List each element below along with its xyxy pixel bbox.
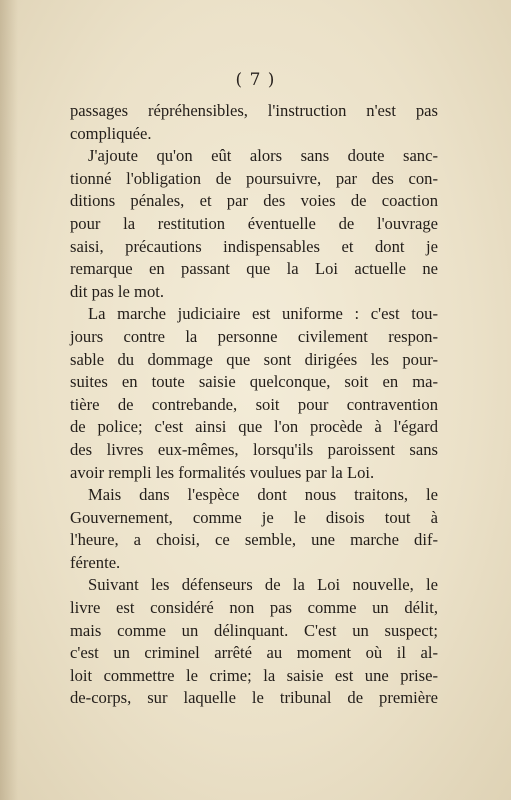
text-line: loit commettre le crime; la saisie est une prise- — [70, 665, 438, 685]
text-line: livre est considéré non pas comme un délit, — [70, 598, 438, 618]
text-line: tionné l'obligation de poursuivre, par des con- — [70, 168, 438, 188]
text-line: Suivant les défenseurs de la Loi nouvelle, le — [88, 575, 438, 595]
text-line: mais comme un délinquant. C'est un suspect; — [70, 620, 438, 640]
paragraph — [70, 145, 438, 303]
text-line: remarque en passant que la Loi actuelle ne — [70, 259, 438, 279]
text-line: compliquée. — [70, 123, 152, 143]
body-text — [70, 100, 438, 710]
page-number: ( 7 ) — [235, 70, 276, 90]
text-line: saisi, précautions indispensables et dont je — [70, 236, 438, 256]
paragraph — [70, 574, 438, 710]
text-line: de-corps, sur laquelle le tribunal de première — [70, 688, 438, 708]
text-line: l'heure, a choisi, ce semble, une marche dif- — [70, 530, 438, 550]
page-binding-shadow — [0, 0, 18, 800]
text-line: suites en toute saisie quelconque, soit en ma- — [70, 372, 438, 392]
text-line: Mais dans l'espèce dont nous traitons, le — [88, 485, 438, 505]
text-line: pour la restitution éventuelle de l'ouvrage — [70, 213, 438, 233]
text-line: passages répréhensibles, l'instruction n'est pas — [70, 101, 438, 120]
text-line: ditions pénales, et par des voies de coaction — [70, 191, 438, 211]
text-line: dit pas le mot. — [70, 281, 165, 301]
text-line: Gouvernement, comme je le disois tout à — [70, 507, 438, 527]
paragraph — [70, 100, 438, 145]
text-line: J'ajoute qu'on eût alors sans doute sanc- — [88, 146, 438, 166]
paragraph — [70, 484, 438, 574]
text-line: des livres eux-mêmes, lorsqu'ils paroissent sans — [70, 439, 438, 459]
text-line: La marche judiciaire est uniforme : c'est tou- — [88, 304, 438, 324]
text-line: férente. — [70, 552, 121, 572]
text-line: jours contre la personne civilement respon- — [70, 326, 438, 346]
text-line: avoir rempli les formalités voulues par la Loi. — [70, 462, 375, 482]
text-line: tière de contrebande, soit pour contravention — [70, 394, 438, 414]
paragraph — [70, 303, 438, 484]
text-line: de police; c'est ainsi que l'on procède à l'égard — [70, 417, 438, 437]
text-line: sable du dommage que sont dirigées les pour- — [70, 349, 438, 369]
text-line: c'est un criminel arrêté au moment où il al- — [70, 643, 438, 663]
